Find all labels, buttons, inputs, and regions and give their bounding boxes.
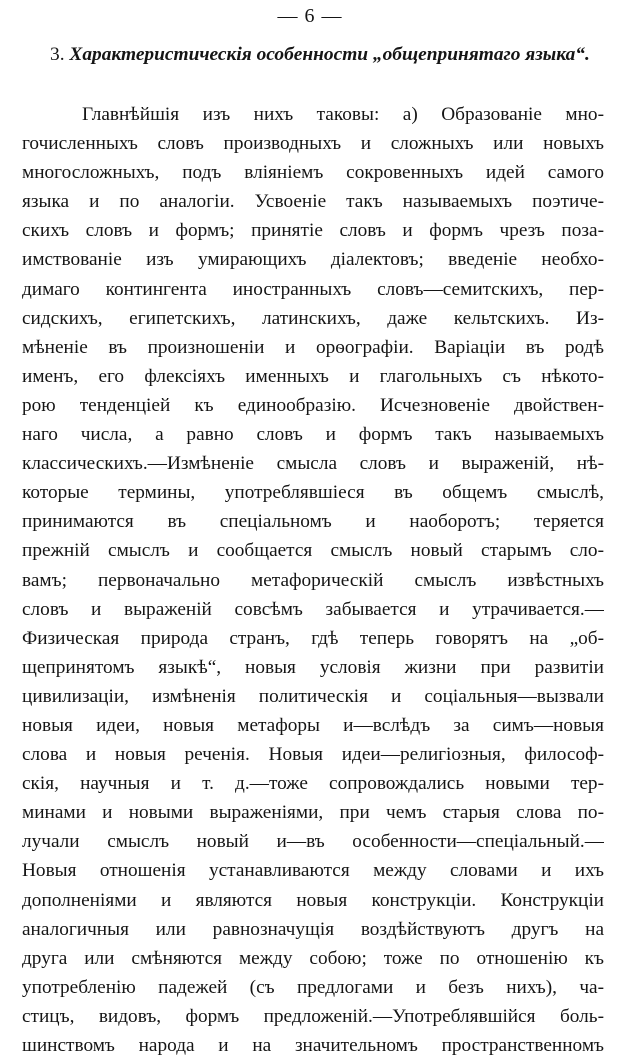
section-number: 3.: [50, 44, 65, 65]
section-title: Характеристическія особенности „общепринятаго языка“.: [69, 44, 590, 65]
body-text: [22, 100, 604, 1060]
text-line: имствованіе изъ умирающихъ діалектовъ; введеніе необхо-: [22, 249, 604, 271]
text-line: цивилизаціи, измѣненія политическія и соціальныя—вызвали: [22, 685, 604, 707]
text-line: рою тенденціей къ единообразію. Исчезновеніе двойствен-: [22, 394, 604, 416]
section-heading: [22, 40, 608, 70]
text-line: дополненіями и являются новыя конструкціи. Конструкціи: [22, 889, 604, 911]
text-line: слова и новыя реченія. Новыя идеи—религіозныя, философ-: [22, 744, 604, 766]
text-line: скихъ словъ и формъ; принятіе словъ и формъ чрезъ поза-: [22, 220, 604, 242]
text-line: языка и по аналогіи. Усвоеніе такъ называемыхъ поэтиче-: [22, 191, 604, 213]
text-line: принимаются въ спеціальномъ и наоборотъ; теряется: [22, 511, 604, 533]
text-line: классическихъ.—Измѣненіе смысла словъ и выраженій, нѣ-: [22, 453, 604, 475]
text-line: наго числа, а равно словъ и формъ такъ называемыхъ: [22, 424, 604, 446]
page-number: — 6 —: [277, 5, 343, 27]
text-line: Новыя отношенія устанавливаются между словами и ихъ: [22, 860, 604, 882]
text-line: шинствомъ народа и на значительномъ пространственномъ: [22, 1035, 604, 1056]
text-line: новыя идеи, новыя метафоры и—вслѣдъ за симъ—новыя: [22, 714, 604, 736]
text-line: которые термины, употреблявшіеся въ общемъ смыслѣ,: [22, 482, 604, 504]
text-line: щепринятомъ языкѣ“, новыя условія жизни при развитіи: [22, 656, 604, 678]
text-line: димаго контингента иностранныхъ словъ—семитскихъ, пер-: [22, 278, 604, 300]
text-line: стицъ, видовъ, формъ предложеній.—Употреблявшійся боль-: [22, 1005, 604, 1027]
text-line: именъ, его флексіяхъ именныхъ и глагольныхъ съ нѣкото-: [22, 365, 604, 387]
text-line: скія, научныя и т. д.—тоже сопровождались новыми тер-: [22, 773, 604, 795]
text-line: многосложныхъ, подъ вліяніемъ сокровенныхъ идей самого: [22, 162, 604, 184]
text-line: употребленію падежей (съ предлогами и безъ нихъ), ча-: [22, 976, 604, 998]
text-line: лучали смыслъ новый и—въ особенности—спеціальный.—: [22, 831, 604, 853]
text-line: аналогичныя или равнозначущія воздѣйствуютъ другъ на: [22, 918, 604, 940]
text-line: словъ и выраженій совсѣмъ забывается и утрачивается.—: [22, 598, 604, 620]
text-line: Физическая природа странъ, гдѣ теперь говорятъ на „об-: [22, 627, 604, 649]
text-line: прежній смыслъ и сообщается смыслъ новый старымъ сло-: [22, 540, 604, 562]
text-line: гочисленныхъ словъ производныхъ и сложныхъ или новыхъ: [22, 133, 604, 155]
text-line: сидскихъ, египетскихъ, латинскихъ, даже кельтскихъ. Из-: [22, 307, 604, 329]
text-line: вамъ; первоначально метафорическій смыслъ извѣстныхъ: [22, 569, 604, 591]
text-line: минами и новыми выраженіями, при чемъ старыя слова по-: [22, 802, 604, 824]
text-line: Главнѣйшія изъ нихъ таковы: а) Образованіе мно-: [82, 104, 604, 125]
text-line: друга или смѣняются между собою; тоже по отношенію къ: [22, 947, 604, 969]
text-line: мѣненіе въ произношеніи и орѳографіи. Варіаціи въ родѣ: [22, 336, 604, 358]
